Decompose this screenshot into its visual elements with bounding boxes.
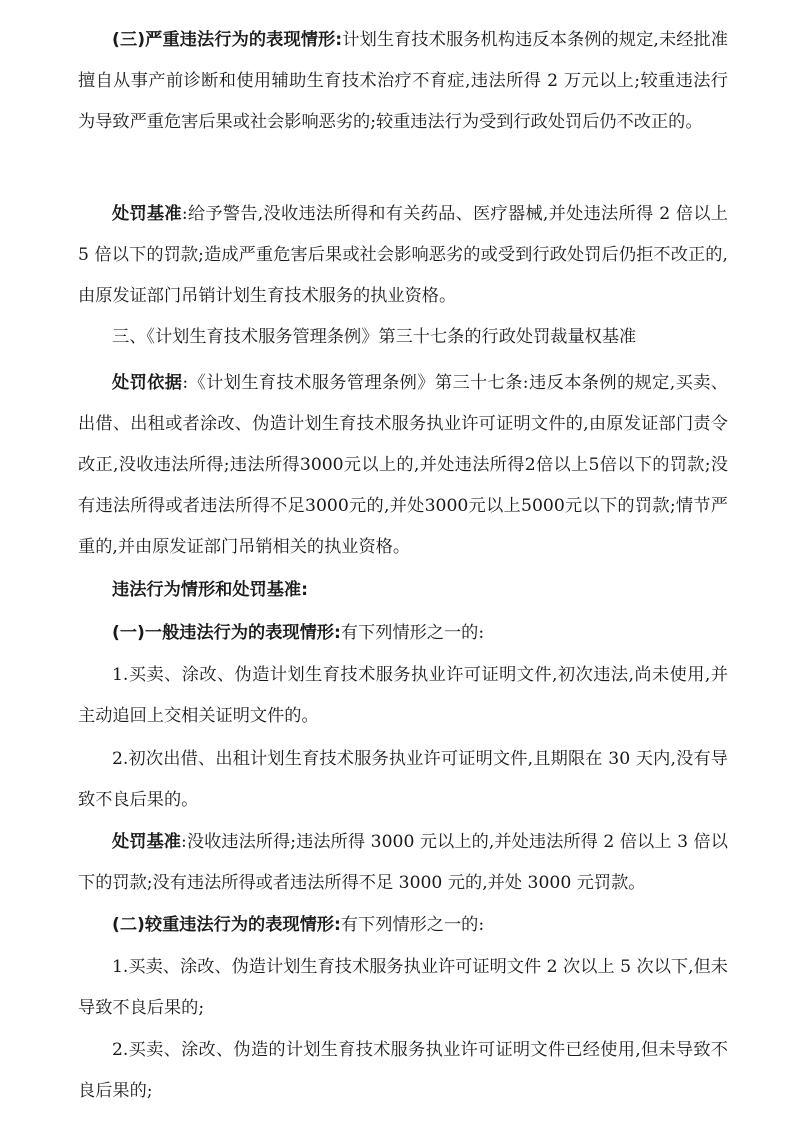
list-item-serious-2 bbox=[78, 1030, 728, 1112]
paragraph-serious-violation bbox=[78, 905, 728, 946]
list-item-general-2 bbox=[78, 739, 728, 821]
paragraph-heading: 处罚基准 bbox=[112, 204, 182, 224]
paragraph-body: :给予警告,没收违法所得和有关药品、医疗器械,并处违法所得 2 倍以上 5 倍以下的罚款;造成严重危害后果或社会影响恶劣的或受到行政处罚后仍拒不改正的,由原发证部门吊销计划生育技术服务的执业资格。 bbox=[78, 204, 728, 306]
paragraph-heading: (二)较重违法行为的表现情形: bbox=[112, 915, 341, 935]
paragraph-body: 1.买卖、涂改、伪造计划生育技术服务执业许可证明文件,初次违法,尚未使用,并主动追回上交相关证明文件的。 bbox=[78, 665, 728, 726]
paragraph-body: :没收违法所得;违法所得 3000 元以上的,并处违法所得 2 倍以上 3 倍以下的罚款;没有违法所得或者违法所得不足 3000 元的,并处 3000 元罚款。 bbox=[78, 832, 728, 893]
paragraph-body: 有下列情形之一的: bbox=[340, 623, 485, 643]
paragraph-body: 三、《计划生育技术服务管理条例》第三十七条的行政处罚裁量权基准 bbox=[112, 327, 637, 347]
paragraph-body: 2.买卖、涂改、伪造的计划生育技术服务执业许可证明文件已经使用,但未导致不良后果的; bbox=[78, 1040, 728, 1101]
paragraph-penalty-standard bbox=[78, 194, 728, 317]
paragraph-body: 2.初次出借、出租计划生育技术服务执业许可证明文件,且期限在 30 天内,没有导致不良后果的。 bbox=[78, 749, 728, 810]
paragraph-penalty-basis bbox=[78, 363, 728, 568]
paragraph-body: 计划生育技术服务机构违反本条例的规定,未经批准擅自从事产前诊断和使用辅助生育技术治疗不育症,违法所得 2 万元以上;较重违法行为导致严重危害后果或社会影响恶劣的;较重违法行为受到行政处罚后仍不改正的。 bbox=[78, 30, 728, 132]
subheading-violation-circumstances bbox=[78, 570, 728, 611]
paragraph-body: :《计划生育技术服务管理条例》第三十七条:违反本条例的规定,买卖、出借、出租或者涂改、伪造计划生育技术服务执业许可证明文件的,由原发证部门责令改正,没收违法所得;违法所得3000元以上的,并处违法所得2倍以上5倍以下的罚款;没有违法所得或者违法所得不足3000元的,并处3000元以上5000元以下的罚款;情节严重的,并由原发证部门吊销相关的执业资格。 bbox=[78, 373, 728, 557]
list-item-serious-1 bbox=[78, 947, 728, 1029]
paragraph-heading: 处罚依据 bbox=[112, 373, 183, 393]
paragraph-body: 1.买卖、涂改、伪造计划生育技术服务执业许可证明文件 2 次以上 5 次以下,但未导致不良后果的; bbox=[78, 957, 728, 1018]
paragraph-heading: (一)一般违法行为的表现情形: bbox=[112, 623, 341, 643]
list-item-general-1 bbox=[78, 655, 728, 737]
paragraph-heading: 处罚基准 bbox=[112, 832, 181, 852]
paragraph-severe-violation bbox=[78, 20, 728, 143]
paragraph-penalty-standard-general bbox=[78, 822, 728, 904]
paragraph-body: 有下列情形之一的: bbox=[340, 915, 485, 935]
paragraph-heading: 违法行为情形和处罚基准: bbox=[112, 580, 308, 600]
paragraph-heading: (三)严重违法行为的表现情形: bbox=[112, 30, 343, 50]
paragraph-general-violation bbox=[78, 613, 728, 654]
section-heading-article-37 bbox=[78, 317, 728, 358]
